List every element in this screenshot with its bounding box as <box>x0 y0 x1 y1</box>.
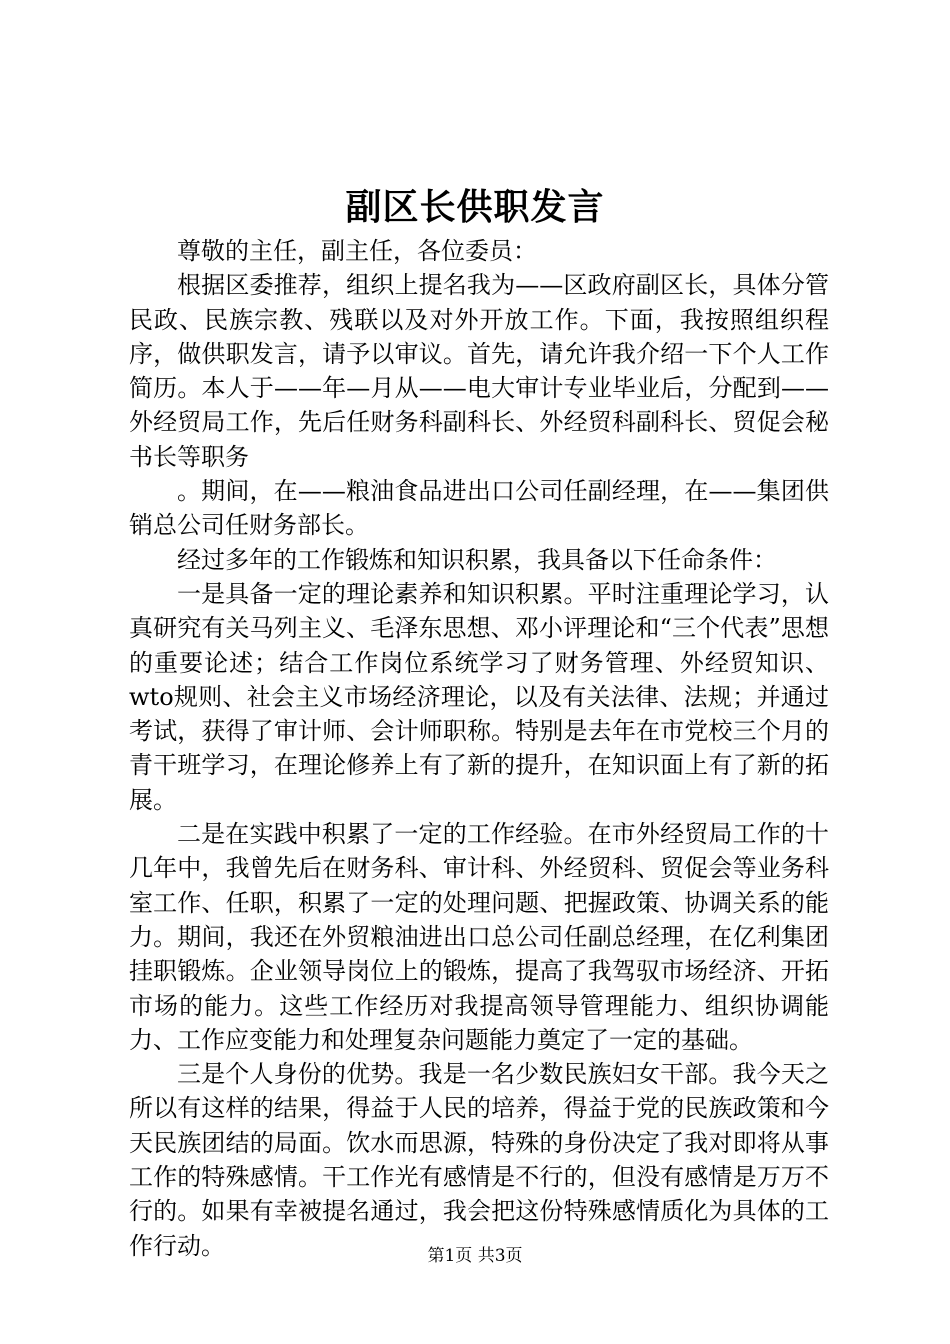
salutation-paragraph: 尊敬的主任，副主任，各位委员： <box>177 237 537 265</box>
theory-paragraph: 一是具备一定的理论素养和知识积累。平时注重理论学习，认真研究有关马列主义、毛泽东思想、邓小评理论和“三个代表”思想的重要论述；结合工作岗位系统学习了财务管理、外经贸知识、wto规则、社会主义市场经济理论，以及有关法律、法规；并通过考试，获得了审计师、会计师职称。特别是去年在市党校三个月的青干班学习，在理论修养上有了新的提升，在知识面上有了新的拓展。 <box>129 579 829 814</box>
practice-paragraph: 二是在实践中积累了一定的工作经验。在市外经贸局工作的十几年中，我曾先后在财务科、审计科、外经贸科、贸促会等业务科室工作、任职，积累了一定的处理问题、把握政策、协调关系的能力。期间，我还在外贸粮油进出口总公司任副总经理，在亿利集团挂职锻炼。企业领导岗位上的锻炼，提高了我驾驭市场经济、开拓市场的能力。这些工作经历对我提高领导管理能力、组织协调能力、工作应变能力和处理复杂问题能力奠定了一定的基础。 <box>129 820 829 1054</box>
identity-paragraph: 三是个人身份的优势。我是一名少数民族妇女干部。我今天之所以有这样的结果，得益于人民的培养，得益于党的民族政策和今天民族团结的局面。饮水而思源，特殊的身份决定了我对即将从事工作的特殊感情。干工作光有感情是不行的，但没有感情是万万不行的。如果有幸被提名通过，我会把这份特殊感情质化为具体的工作行动。 <box>129 1060 829 1260</box>
qualifications-intro-paragraph: 经过多年的工作锻炼和知识积累，我具备以下任命条件： <box>177 545 777 574</box>
document-body <box>129 234 829 1263</box>
introduction-paragraph: 根据区委推荐，组织上提名我为——区政府副区长，具体分管民政、民族宗教、残联以及对外开放工作。下面，我按照组织程序，做供职发言，请予以审议。首先，请允许我介绍一下个人工作简历。本人于——年—月从——电大审计专业毕业后，分配到——外经贸局工作，先后任财务科副科长、外经贸科副科长、贸促会秘书长等职务 <box>129 271 829 471</box>
document-title: 副区长供职发言 <box>345 186 605 228</box>
page-number-footer: 第1页 共3页 <box>427 1246 523 1266</box>
experience-paragraph: 。期间，在——粮油食品进出口公司任副经理，在——集团供销总公司任财务部长。 <box>129 477 829 540</box>
